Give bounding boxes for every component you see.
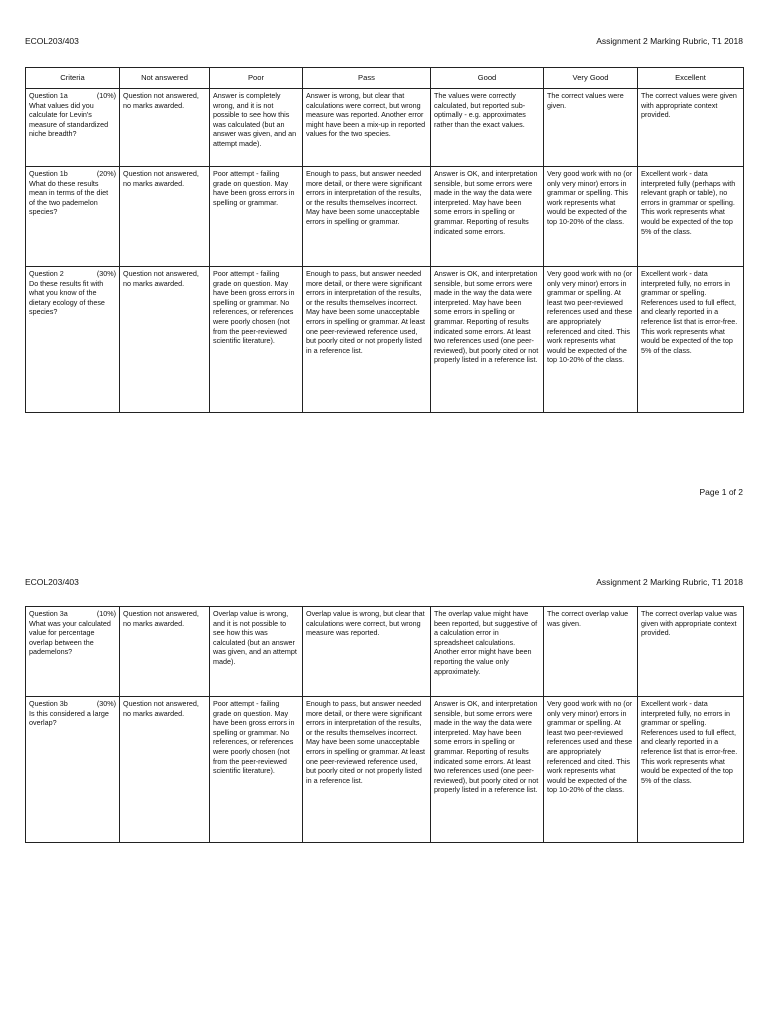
table-row	[26, 167, 744, 267]
rubric-cell: Question not answered, no marks awarded.	[120, 697, 210, 843]
col-criteria: Criteria	[26, 68, 120, 89]
question-text: What do these results mean in terms of the diet of the two pademelon species?	[29, 178, 109, 217]
table-row	[26, 89, 744, 167]
course-code: ECOL203/403	[25, 36, 79, 46]
rubric-cell: Enough to pass, but answer needed more detail, or there were significant errors in interpretation of the results, or the results themselves incorrect. May have been some unacceptable errors in spelling or grammar.	[303, 167, 431, 267]
question-text: Do these results fit with what you know of the dietary ecology of these species?	[29, 278, 105, 317]
col-very-good: Very Good	[544, 68, 638, 89]
col-not-answered: Not answered	[120, 68, 210, 89]
rubric-cell: Answer is wrong, but clear that calculations were correct, but wrong measure was reported. Another error might have been a mix-up in reported values for the two species.	[303, 89, 431, 167]
table-row	[26, 607, 744, 697]
rubric-cell: Poor attempt - failing grade on question. May have been gross errors in spelling or grammar. No references, or references were poorly chosen (not from the peer-reviewed scientific literature).	[210, 697, 303, 843]
table-row	[26, 267, 744, 413]
rubric-table-page1	[25, 67, 744, 413]
criteria-cell	[26, 607, 120, 697]
question-text: What was your calculated value for percentage overlap between the pademelons?	[29, 618, 111, 657]
rubric-cell: Excellent work - data interpreted fully, no errors in grammar or spelling. References used to full effect, and clearly reported in a reference list that is error-free. This work represents what would be expected of the top 5% of the class.	[638, 697, 744, 843]
question-weight: (30%)	[96, 269, 116, 278]
question-label: Question 3a	[29, 609, 68, 618]
page2-header	[25, 577, 743, 587]
question-text: What values did you calculate for Levin's measure of standardized niche breadth?	[29, 100, 109, 139]
rubric-table-page2	[25, 606, 744, 843]
question-label: Question 1a	[29, 91, 68, 100]
question-label: Question 3b	[29, 699, 68, 708]
rubric-cell: Poor attempt - failing grade on question. May have been gross errors in spelling or grammar.	[210, 167, 303, 267]
rubric-cell: Answer is OK, and interpretation sensible, but some errors were made in the way the data were interpreted. May have been some errors in spelling or grammar. Reporting of results indicated some errors.	[431, 167, 544, 267]
document-title: Assignment 2 Marking Rubric, T1 2018	[596, 577, 743, 587]
rubric-cell: Overlap value is wrong, but clear that calculations were correct, but wrong measure was reported.	[303, 607, 431, 697]
rubric-cell: The correct overlap value was given.	[544, 607, 638, 697]
course-code: ECOL203/403	[25, 577, 79, 587]
question-label: Question 1b	[29, 169, 68, 178]
rubric-cell: Very good work with no (or only very minor) errors in grammar or spelling. At least two peer-reviewed references used and these are appropriately referenced and cited. This work represents what would be expected of the top 10-20% of the class.	[544, 697, 638, 843]
rubric-cell: The correct values were given.	[544, 89, 638, 167]
criteria-cell	[26, 697, 120, 843]
rubric-cell: Enough to pass, but answer needed more detail, or there were significant errors in interpretation of the results, or the results themselves incorrect. May have been some unacceptable errors in spelling or grammar. At least one peer-reviewed reference used, but poorly cited or not properly listed in a reference list.	[303, 267, 431, 413]
rubric-cell: Enough to pass, but answer needed more detail, or there were significant errors in interpretation of the results, or the results themselves incorrect. May have been some unacceptable errors in spelling or grammar. At least one peer-reviewed reference used, but poorly cited or not properly listed in a reference list.	[303, 697, 431, 843]
col-excellent: Excellent	[638, 68, 744, 89]
criteria-cell	[26, 267, 120, 413]
question-weight: (10%)	[96, 91, 116, 100]
rubric-cell: Very good work with no (or only very minor) errors in grammar or spelling. This work represents what would be expected of the top 10-20% of the class.	[544, 167, 638, 267]
question-weight: (20%)	[96, 169, 116, 178]
question-weight: (10%)	[96, 609, 116, 618]
rubric-cell: Answer is completely wrong, and it is not possible to see how this was calculated (but an answer was given, and an attempt made).	[210, 89, 303, 167]
rubric-cell: Very good work with no (or only very minor) errors in grammar or spelling. At least two peer-reviewed references used and these are appropriately referenced and cited. This work represents what would be expected of the top 10-20% of the class.	[544, 267, 638, 413]
col-poor: Poor	[210, 68, 303, 89]
header-row	[26, 68, 744, 89]
rubric-cell: Question not answered, no marks awarded.	[120, 167, 210, 267]
criteria-cell	[26, 89, 120, 167]
rubric-cell: Question not answered, no marks awarded.	[120, 267, 210, 413]
question-weight: (30%)	[96, 699, 116, 708]
rubric-cell: The overlap value might have been reported, but suggestive of a calculation error in spreadsheet calculations. Another error might have been reporting the value only approximately.	[431, 607, 544, 697]
rubric-cell: Answer is OK, and interpretation sensible, but some errors were made in the way the data were interpreted. May have been some errors in spelling or grammar. Reporting of results indicated some errors. At least two references used (one peer-reviewed), but poorly cited or not properly listed in a reference list.	[431, 697, 544, 843]
rubric-cell: The values were correctly calculated, but reported sub-optimally - e.g. approximates rather than the exact values.	[431, 89, 544, 167]
page1-header	[25, 36, 743, 46]
col-good: Good	[431, 68, 544, 89]
rubric-cell: Poor attempt - failing grade on question. May have been gross errors in spelling or grammar. No references, or references were poorly chosen (not from the peer-reviewed scientific literature).	[210, 267, 303, 413]
col-pass: Pass	[303, 68, 431, 89]
rubric-cell: The correct values were given with appropriate context provided.	[638, 89, 744, 167]
question-label: Question 2	[29, 269, 64, 278]
page-number: Page 1 of 2	[699, 487, 743, 497]
criteria-cell	[26, 167, 120, 267]
rubric-cell: Question not answered, no marks awarded.	[120, 89, 210, 167]
question-text: Is this considered a large overlap?	[29, 708, 109, 728]
rubric-cell: Excellent work - data interpreted fully, no errors in grammar or spelling. References used to full effect, and clearly reported in a reference list that is error-free. This work represents what would be expected of the top 5% of the class.	[638, 267, 744, 413]
rubric-cell: Question not answered, no marks awarded.	[120, 607, 210, 697]
rubric-cell: Answer is OK, and interpretation sensible, but some errors were made in the way the data were interpreted. May have been some errors in spelling or grammar. Reporting of results indicated some errors. At least two references used (one peer-reviewed), but poorly cited or not properly listed in a reference list.	[431, 267, 544, 413]
rubric-cell: The correct overlap value was given with appropriate context provided.	[638, 607, 744, 697]
table-row	[26, 697, 744, 843]
rubric-cell: Overlap value is wrong, and it is not possible to see how this was calculated (but an answer was given, and an attempt made).	[210, 607, 303, 697]
rubric-cell: Excellent work - data interpreted fully (perhaps with relevant graph or table), no errors in grammar or spelling. This work represents what would be expected of the top 5% of the class.	[638, 167, 744, 267]
document-title: Assignment 2 Marking Rubric, T1 2018	[596, 36, 743, 46]
